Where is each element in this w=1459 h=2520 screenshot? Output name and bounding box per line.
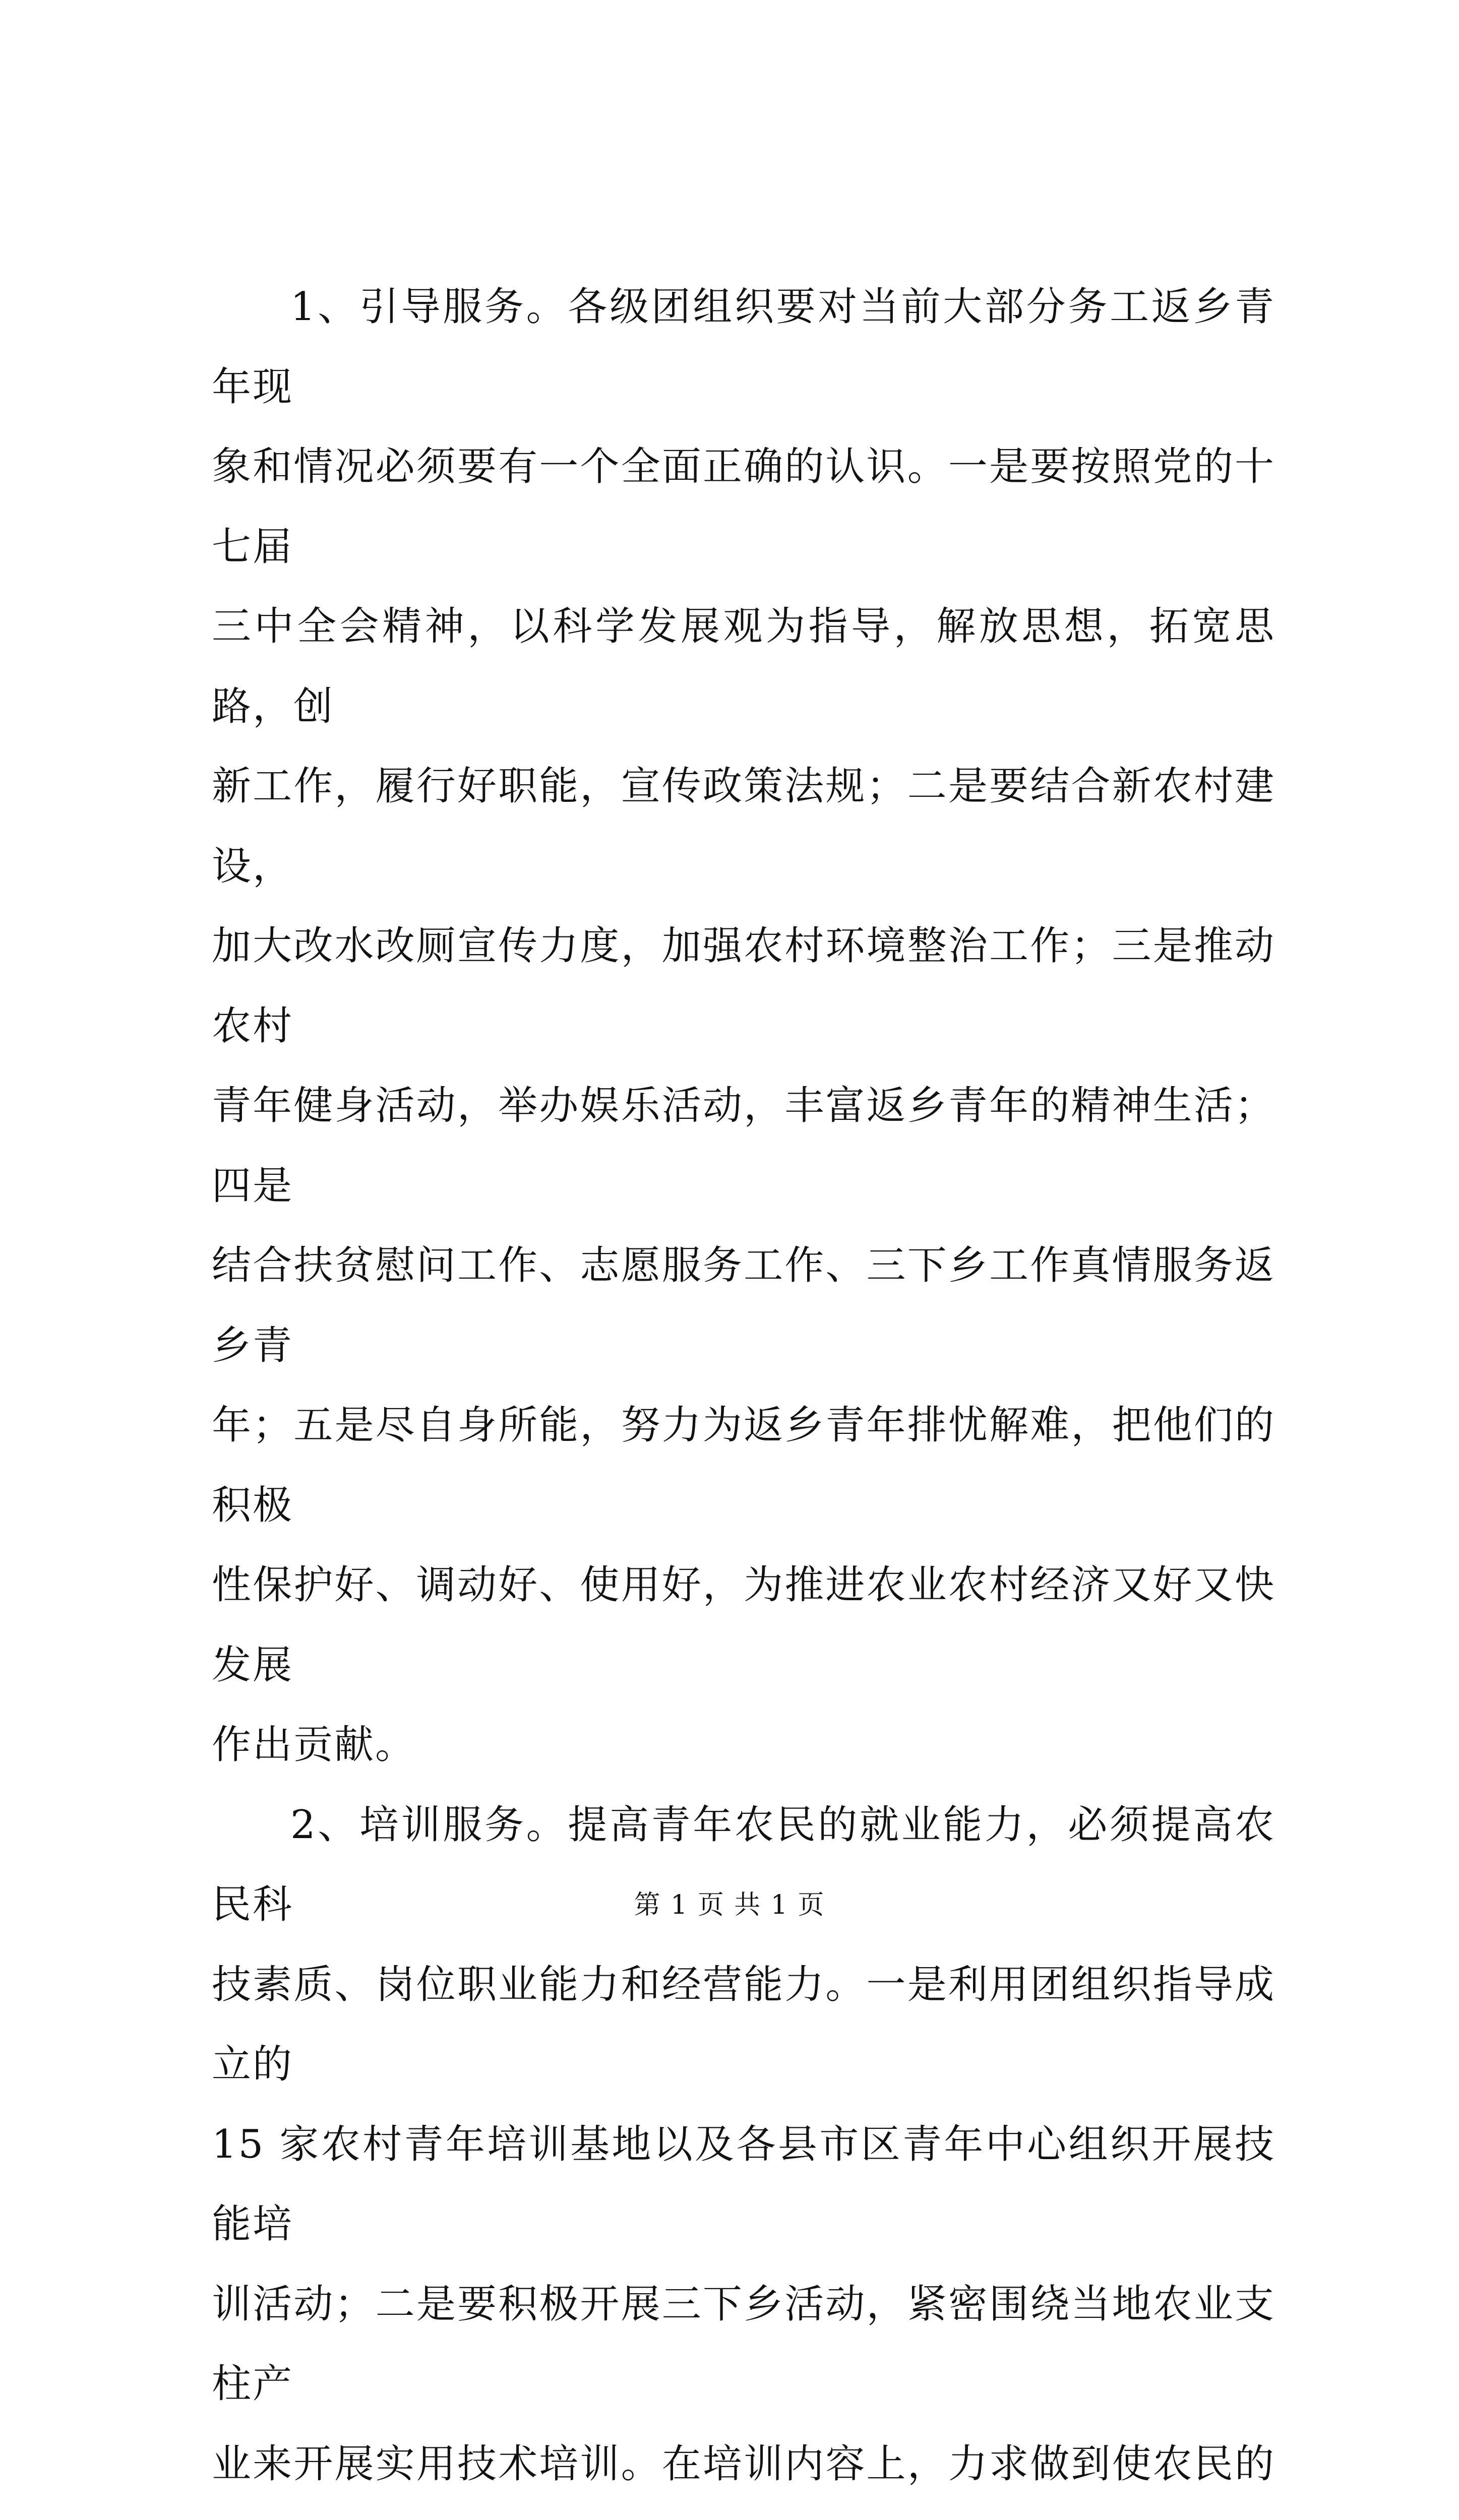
paragraph-guidance-service	[212, 267, 1275, 1785]
text-line: 15 家农村青年培训基地以及各县市区青年中心组织开展技能培	[212, 2122, 1275, 2247]
text-line: 象和情况必须要有一个全面正确的认识。一是要按照党的十七届	[212, 444, 1275, 570]
text-line: 2、培训服务。提高青年农民的就业能力，必须提高农民科	[212, 1802, 1275, 1928]
text-line: 三中全会精神，以科学发展观为指导，解放思想，拓宽思路，创	[212, 604, 1275, 729]
text-line: 作出贡献。	[212, 1722, 416, 1768]
text-line: 年；五是尽自身所能，努力为返乡青年排忧解难，把他们的积极	[212, 1403, 1275, 1528]
text-line: 青年健身活动，举办娱乐活动，丰富返乡青年的精神生活；四是	[212, 1083, 1275, 1209]
page-number-label: 第 1 页 共 1 页	[634, 1890, 825, 1920]
text-line: 结合扶贫慰问工作、志愿服务工作、三下乡工作真情服务返乡青	[212, 1243, 1275, 1368]
text-line: 技素质、岗位职业能力和经营能力。一是利用团组织指导成立的	[212, 1962, 1275, 2088]
text-line: 新工作，履行好职能，宣传政策法规；二是要结合新农村建设，	[212, 764, 1275, 889]
page-footer	[0, 1885, 1459, 1925]
text-line: 性保护好、调动好、使用好，为推进农业农村经济又好又快发展	[212, 1562, 1275, 1688]
text-line: 加大改水改厕宣传力度，加强农村环境整治工作；三是推动农村	[212, 923, 1275, 1049]
text-line: 1、引导服务。各级团组织要对当前大部分务工返乡青年现	[212, 284, 1275, 410]
text-line: 业来开展实用技术培训。在培训内容上，力求做到使农民的	[212, 2441, 1275, 2520]
text-line: 训活动；二是要积极开展三下乡活动，紧密围绕当地农业支柱产	[212, 2282, 1275, 2407]
document-body	[212, 267, 1275, 2520]
